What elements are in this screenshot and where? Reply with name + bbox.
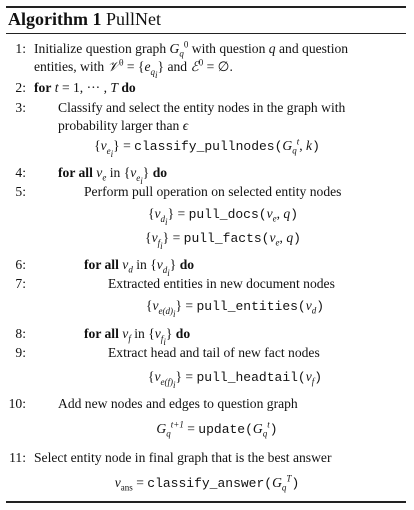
top-rule [6, 6, 406, 8]
algorithm-line-6: for all $v_d$ in $\{v_{d_i}\}$ do [84, 257, 195, 278]
algorithm-line-1-cont: entities, with 𝒱$^0$ = $\{e_{q_i}\}$ and ℰ$^0$ = ∅. [34, 57, 233, 80]
line-number-6: 6: [15, 257, 26, 272]
line-number-10: 10: [8, 396, 26, 411]
equation-pull-headtail: $\{v_{e(f)_i}\}$ = $pull\_headtail(v_f)$ [147, 369, 323, 390]
line-number-2: 2: [15, 80, 26, 95]
equation-pull-entities: $\{v_{e(d)_i}\}$ = $pull\_entities(v_d)$ [145, 298, 325, 319]
algorithm-line-10: Add new nodes and edges to question graph [58, 396, 298, 411]
algorithm-name: PullNet [106, 9, 162, 29]
algorithm-line-9: Extract head and tail of new fact nodes [108, 345, 320, 360]
algorithm-line-2: for t = 1, ··· , T do [34, 80, 136, 95]
algorithm-line-1: Initialize question graph $G_q^0$ with question q and question [34, 39, 349, 59]
equation-update: $G_q^{t+1}$ = $update(G_q^t)$ [156, 419, 278, 439]
algorithm-line-8: for all $v_f$ in $\{v_{f_i}\}$ do [84, 326, 191, 347]
line-number-1: 1: [15, 41, 26, 56]
algorithm-title [8, 9, 161, 30]
line-number-7: 7: [15, 276, 26, 291]
bottom-rule [6, 501, 406, 503]
algorithm-line-5: Perform pull operation on selected entity nodes [84, 184, 342, 199]
line-number-9: 9: [15, 345, 26, 360]
algorithm-line-11: Select entity node in final graph that is the best answer [34, 450, 332, 465]
algorithm-line-7: Extracted entities in new document nodes [108, 276, 335, 291]
algorithm-line-3-cont: probability larger than ϵ [58, 118, 189, 133]
equation-classify-pullnodes: $\{v_{e_i}\}$ = $classify\_pullnodes(G_q^t$, k) [94, 136, 320, 159]
line-number-4: 4: [15, 165, 26, 180]
line-number-8: 8: [15, 326, 26, 341]
equation-classify-answer: $v_{ans}$ = $classify\_answer(G_q^T)$ [114, 473, 300, 493]
equation-pull-docs: $\{v_{d_i}\}$ = $pull\_docs(v_e$, q) [147, 206, 299, 227]
line-number-11: 11: [9, 450, 26, 465]
line-number-3: 3: [15, 100, 26, 115]
algorithm-label: Algorithm 1 [8, 9, 102, 29]
line-number-5: 5: [15, 184, 26, 199]
algorithm-line-4: for all $v_e$ in $\{v_{e_i}\}$ do [58, 165, 168, 186]
header-rule [6, 33, 406, 34]
equation-pull-facts: $\{v_{f_i}\}$ = $pull\_facts(v_e$, q) [145, 230, 301, 251]
algorithm-line-3: Classify and select the entity nodes in the graph with [58, 100, 346, 115]
